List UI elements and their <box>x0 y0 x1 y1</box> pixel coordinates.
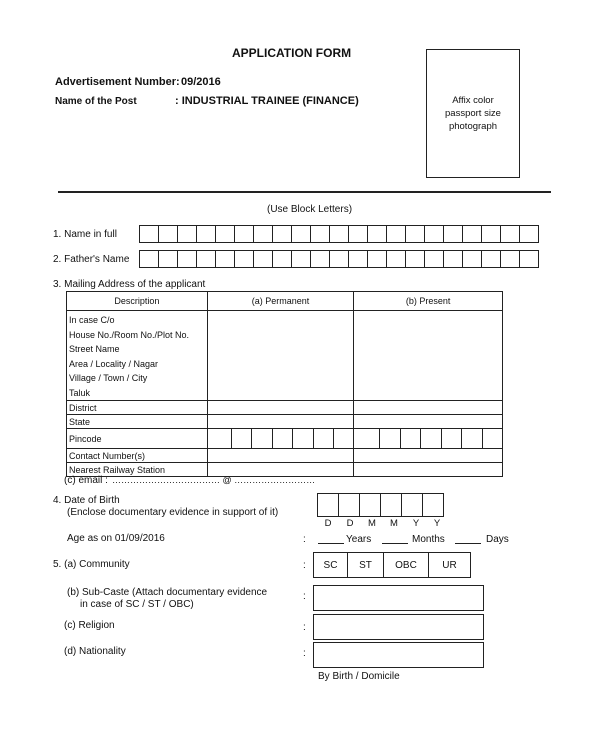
char-box[interactable] <box>310 225 330 243</box>
dob-input-boxes[interactable] <box>317 493 444 517</box>
permanent-contact-field[interactable] <box>207 449 354 463</box>
subcaste-colon: : <box>303 591 306 602</box>
age-years-field[interactable] <box>318 543 344 544</box>
name-label: 1. Name in full <box>53 229 117 240</box>
char-box[interactable] <box>386 225 406 243</box>
nationality-note: By Birth / Domicile <box>318 671 400 682</box>
char-box[interactable] <box>329 250 349 268</box>
char-box[interactable] <box>158 225 178 243</box>
char-box[interactable] <box>422 493 444 517</box>
dob-format-y2: Y <box>433 518 441 529</box>
permanent-state-field[interactable] <box>207 415 354 429</box>
present-contact-field[interactable] <box>354 449 503 463</box>
form-title: APPLICATION FORM <box>232 46 352 60</box>
char-box[interactable] <box>519 250 539 268</box>
railway-station-label: Nearest Railway Station <box>67 463 208 477</box>
header-description: Description <box>67 292 208 311</box>
pincode-label: Pincode <box>67 429 208 449</box>
age-colon: : <box>303 534 306 545</box>
char-box[interactable] <box>291 250 311 268</box>
present-railway-field[interactable] <box>354 463 503 477</box>
subcaste-sublabel: in case of SC / ST / OBC) <box>80 599 194 610</box>
char-box[interactable] <box>500 225 520 243</box>
dob-format-d1: D <box>324 518 332 529</box>
permanent-address-field[interactable] <box>207 311 354 401</box>
char-box[interactable] <box>272 225 292 243</box>
char-box[interactable] <box>338 493 360 517</box>
char-box[interactable] <box>405 250 425 268</box>
community-label: 5. (a) Community <box>53 559 130 570</box>
nationality-field[interactable] <box>313 642 484 668</box>
months-label: Months <box>412 534 445 545</box>
advertisement-number-value: 09/2016 <box>181 76 221 88</box>
photo-text-line2: passport size <box>445 108 501 119</box>
char-box[interactable] <box>215 225 235 243</box>
char-box[interactable] <box>158 250 178 268</box>
char-box[interactable] <box>443 225 463 243</box>
email-field[interactable]: ……………………………… @ ……………………… <box>112 475 316 485</box>
char-box[interactable] <box>500 250 520 268</box>
name-input-boxes[interactable] <box>139 225 539 243</box>
father-name-label: 2. Father's Name <box>53 254 130 265</box>
religion-field[interactable] <box>313 614 484 640</box>
permanent-district-field[interactable] <box>207 401 354 415</box>
char-box[interactable] <box>272 250 292 268</box>
email-label: (c) email : <box>64 475 108 486</box>
char-box[interactable] <box>367 250 387 268</box>
photo-text-line3: photograph <box>448 121 498 132</box>
char-box[interactable] <box>317 493 339 517</box>
photo-text-line1: Affix color <box>452 95 494 106</box>
char-box[interactable] <box>462 250 482 268</box>
nationality-colon: : <box>303 648 306 659</box>
address-table <box>66 291 503 477</box>
post-label: Name of the Post <box>55 96 137 107</box>
present-state-field[interactable] <box>354 415 503 429</box>
religion-colon: : <box>303 622 306 633</box>
advertisement-number-label: Advertisement Number: <box>55 76 180 88</box>
age-label: Age as on 01/09/2016 <box>67 533 165 544</box>
char-box[interactable] <box>139 250 159 268</box>
char-box[interactable] <box>253 250 273 268</box>
incase-description-cell <box>67 311 208 401</box>
post-value: : INDUSTRIAL TRAINEE (FINANCE) <box>175 95 359 107</box>
header-permanent: (a) Permanent <box>207 292 354 311</box>
incase-line: In case C/o <box>69 315 115 325</box>
community-option-obc[interactable]: OBC <box>383 552 429 578</box>
permanent-pincode-field[interactable] <box>207 429 354 449</box>
char-box[interactable] <box>481 250 501 268</box>
char-box[interactable] <box>401 493 423 517</box>
address-label: 3. Mailing Address of the applicant <box>53 279 206 290</box>
present-address-field[interactable] <box>354 311 503 401</box>
subcaste-field[interactable] <box>313 585 484 611</box>
char-box[interactable] <box>139 225 159 243</box>
char-box[interactable] <box>443 250 463 268</box>
community-option-ur[interactable]: UR <box>428 552 471 578</box>
header-present: (b) Present <box>354 292 503 311</box>
nationality-label: (d) Nationality <box>64 646 126 657</box>
dob-format-y1: Y <box>412 518 420 529</box>
char-box[interactable] <box>329 225 349 243</box>
dob-format-m1: M <box>368 518 376 529</box>
dob-label: 4. Date of Birth <box>53 495 120 506</box>
char-box[interactable] <box>348 250 368 268</box>
contact-number-label: Contact Number(s) <box>67 449 208 463</box>
char-box[interactable] <box>424 250 444 268</box>
photo-box[interactable] <box>426 49 520 178</box>
char-box[interactable] <box>177 225 197 243</box>
father-name-input-boxes[interactable] <box>139 250 539 268</box>
community-option-sc[interactable]: SC <box>313 552 348 578</box>
char-box[interactable] <box>253 225 273 243</box>
char-box[interactable] <box>424 225 444 243</box>
char-box[interactable] <box>348 225 368 243</box>
street-line: Street Name <box>69 344 120 354</box>
char-box[interactable] <box>215 250 235 268</box>
char-box[interactable] <box>234 225 254 243</box>
present-district-field[interactable] <box>354 401 503 415</box>
char-box[interactable] <box>359 493 381 517</box>
char-box[interactable] <box>481 225 501 243</box>
char-box[interactable] <box>196 225 216 243</box>
char-box[interactable] <box>380 493 402 517</box>
char-box[interactable] <box>177 250 197 268</box>
community-option-st[interactable]: ST <box>347 552 384 578</box>
char-box[interactable] <box>310 250 330 268</box>
state-label: State <box>67 415 208 429</box>
locality-line: Area / Locality / Nagar <box>69 358 159 369</box>
days-label: Days <box>486 534 509 545</box>
dob-evidence-label: (Enclose documentary evidence in support of it) <box>67 507 279 518</box>
house-no-line: House No./Room No./Plot No. <box>69 329 190 340</box>
community-colon: : <box>303 560 306 571</box>
religion-label: (c) Religion <box>64 620 115 631</box>
age-days-field[interactable] <box>455 543 481 544</box>
char-box[interactable] <box>405 225 425 243</box>
char-box[interactable] <box>196 250 216 268</box>
dob-format-m2: M <box>390 518 398 529</box>
char-box[interactable] <box>234 250 254 268</box>
char-box[interactable] <box>386 250 406 268</box>
present-pincode-field[interactable] <box>354 429 503 449</box>
char-box[interactable] <box>519 225 539 243</box>
header-divider <box>58 191 551 193</box>
block-letters-instruction: (Use Block Letters) <box>267 204 353 215</box>
age-months-field[interactable] <box>382 543 408 544</box>
dob-format-row <box>317 518 447 529</box>
char-box[interactable] <box>367 225 387 243</box>
taluk-line: Taluk <box>69 387 91 398</box>
dob-format-d2: D <box>346 518 354 529</box>
district-label: District <box>67 401 208 415</box>
char-box[interactable] <box>291 225 311 243</box>
village-line: Village / Town / City <box>69 373 148 383</box>
char-box[interactable] <box>462 225 482 243</box>
years-label: Years <box>346 534 372 545</box>
subcaste-label: (b) Sub-Caste (Attach documentary evidence <box>67 587 268 598</box>
